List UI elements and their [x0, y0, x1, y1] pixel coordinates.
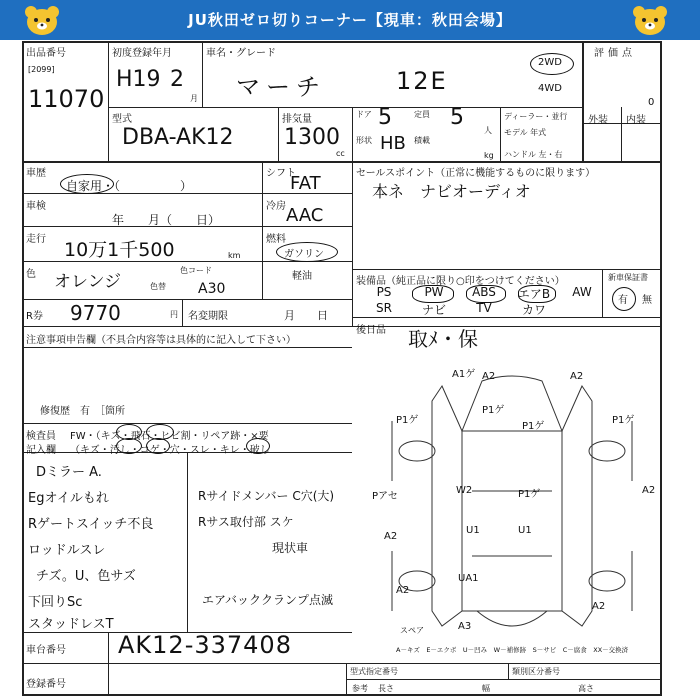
color-label: 色 [26, 269, 36, 280]
lot-label: 出品番号 [26, 48, 66, 59]
note-line-7: スタッドレスT [28, 617, 114, 632]
warranty-label: 新車保証書 [608, 273, 648, 282]
doors-label: ドア [356, 110, 372, 119]
displacement-label: 排気量 [282, 114, 312, 125]
capacity-label: 定員 [414, 110, 430, 119]
drive-2wd: 2WD [538, 57, 562, 68]
type-designation-label: 型式指定番号 [350, 667, 398, 676]
mark-16: A2 [396, 585, 410, 596]
width-label: 幅 [482, 684, 490, 693]
warranty-yes: 有 [618, 295, 628, 306]
equip-airbag: エアB [517, 287, 551, 301]
length-label: 長さ [378, 684, 394, 693]
mark-8: Pアセ [372, 491, 398, 502]
drive-4wd: 4WD [538, 83, 562, 94]
height-label: 高さ [578, 684, 594, 693]
color-code-value: A30 [198, 281, 226, 297]
mileage-label: 走行 [26, 234, 46, 245]
car-damage-diagram [362, 341, 658, 651]
kg-unit: kg [484, 151, 494, 160]
model-code: DBA-AK12 [122, 125, 234, 150]
displacement-value: 1300 [284, 125, 340, 150]
equip-aw: AW [572, 285, 592, 299]
note-line-3: Rゲートスイッチ不良 [28, 517, 154, 532]
reg-no-label: 登録番号 [26, 679, 66, 690]
equip-ps: PS [376, 285, 392, 299]
lot-sub: [2099] [28, 65, 55, 74]
yen-unit: 円 [170, 310, 178, 319]
rating-label: 評価点 [594, 48, 636, 59]
capacity-value: 5 [450, 105, 464, 130]
mark-15: UA1 [458, 573, 479, 584]
shape-label: 形状 [356, 136, 372, 145]
exterior-label: 外装 [588, 115, 608, 126]
mark-12: A2 [384, 531, 398, 542]
month-unit: 月 [190, 94, 198, 103]
ref-label: 参考 [352, 684, 368, 693]
lot-number: 11070 [28, 85, 105, 113]
note-line-2: Egオイルもれ [28, 491, 109, 506]
entry-col-label: 記入欄 [26, 445, 56, 456]
note-line-4: ロッドルスレ [28, 543, 106, 558]
color-value: オレンジ [54, 272, 122, 292]
equip-sr: SR [376, 301, 392, 315]
category-no-label: 類別区分番号 [512, 667, 560, 676]
handle-label: ハンドル 左・右 [504, 150, 563, 159]
first-reg-label: 初度登録年月 [112, 48, 172, 59]
interior-label: 内装 [626, 115, 646, 126]
rear-items-label: 後日品 [356, 325, 386, 336]
mark-5: P1ゲ [482, 405, 505, 416]
note-right-2: Rサス取付部 スケ [198, 515, 294, 529]
recycle-label: R券 [26, 311, 43, 322]
mark-17: スペア [400, 626, 424, 635]
year-era: H19 [116, 67, 161, 92]
bear-mascot-icon [630, 4, 670, 36]
fuel-label: 燃料 [266, 234, 286, 245]
notes-label: 注意事項申告欄（不具合内容等は具体的に記入して下さい） [26, 335, 296, 346]
equip-leather: カワ [521, 303, 546, 317]
note-right-4: エアバッククランプ点滅 [202, 593, 334, 607]
fuel-gas: ガソリン [284, 249, 324, 260]
mileage-value: 10万1千500 [64, 239, 175, 261]
color-code-label: 色コード [180, 266, 212, 275]
auction-sheet [22, 41, 662, 696]
mark-18: A3 [458, 621, 472, 632]
mark-6: P1ゲ [522, 421, 545, 432]
person-unit: 人 [484, 126, 492, 135]
model-year-label: モデル 年式 [504, 128, 547, 137]
mark-9: W2 [456, 485, 473, 496]
note-line-1: Dミラー A. [36, 465, 102, 480]
car-name: マーチ [236, 73, 326, 101]
reg-month: 2 [170, 67, 184, 92]
cooler-label: 冷房 [266, 201, 286, 212]
rating-value: 0 [648, 97, 655, 108]
cooler-value: AAC [286, 205, 324, 226]
name-change-date: 月 日 [284, 309, 328, 322]
doors-value: 5 [378, 105, 392, 130]
inspection-date: 年 月（ 日） [112, 213, 221, 227]
note-line-5: チズ。U、色サズ [36, 569, 136, 584]
cc-unit: cc [336, 149, 345, 158]
repair-label: 修復歴 有 ［箇所 [40, 406, 125, 417]
inspection-row-2: （キズ・汚し・コゲ・穴・スレ・キレ・破し [70, 445, 270, 456]
mark-14: U1 [518, 525, 532, 536]
warranty-no: 無 [642, 295, 652, 306]
inspection-row-1: FW・（キズ・飛石・ヒビ割・リペア跡・×要 [70, 431, 269, 442]
selling-point: 本ネ ナビオーディオ [372, 182, 531, 201]
note-line-6: 下回りSc [28, 595, 83, 610]
note-right-1: Rサイドメンバー C穴(大) [198, 489, 335, 503]
mark-10: P1ゲ [518, 489, 541, 500]
damage-legend: A－キズ E－エクボ U－凹み W－補修跡 S－サビ C－腐食 XX－交換済 [396, 646, 629, 654]
equip-pw: PW [424, 285, 444, 299]
equipment-label: 装備品（純正品に限り○印をつけてください） [356, 276, 565, 287]
fuel-diesel: 軽油 [292, 271, 312, 282]
mark-1: A1ゲ [452, 369, 476, 380]
km-unit: km [228, 251, 241, 260]
model-type-label: 型式 [112, 114, 132, 125]
name-change-label: 名変期限 [188, 311, 228, 322]
usage-value: 自家用・（ ） [66, 179, 193, 193]
header-bar [0, 0, 700, 40]
rear-item: 取ﾒ・保 [408, 327, 478, 351]
dealer-label: ディーラー・並行 [504, 112, 568, 121]
equip-tv: TV [476, 301, 492, 315]
equip-abs: ABS [472, 285, 496, 299]
recycle-value: 9770 [70, 301, 121, 325]
inspector-label: 検査員 [26, 431, 56, 442]
inspection-label: 車検 [26, 201, 46, 212]
car-grade: 12E [396, 67, 448, 95]
mark-7: P1ゲ [612, 415, 635, 426]
loading-label: 積載 [414, 136, 430, 145]
mark-4: P1ゲ [396, 415, 419, 426]
name-grade-label: 車名・グレード [206, 48, 276, 59]
usage-label: 車歴 [26, 168, 46, 179]
mark-11: A2 [642, 485, 656, 496]
mark-2: A2 [482, 371, 496, 382]
shift-value: FAT [290, 173, 321, 194]
chassis-label: 車台番号 [26, 645, 66, 656]
page-title: JU秋田ゼロ切りコーナー【現車：秋田会場】 [188, 11, 512, 29]
chassis-number: AK12-337408 [118, 631, 292, 659]
note-right-3: 現状車 [272, 541, 309, 555]
equip-navi: ナビ [421, 303, 446, 317]
mark-19: A2 [592, 601, 606, 612]
mark-3: A2 [570, 371, 584, 382]
selling-points-label: セールスポイント（正常に機能するものに限ります） [356, 168, 596, 179]
color-tone-label: 色替 [150, 282, 166, 291]
shift-label: シフト [266, 168, 296, 179]
shape-value: HB [380, 133, 406, 154]
mark-13: U1 [466, 525, 480, 536]
